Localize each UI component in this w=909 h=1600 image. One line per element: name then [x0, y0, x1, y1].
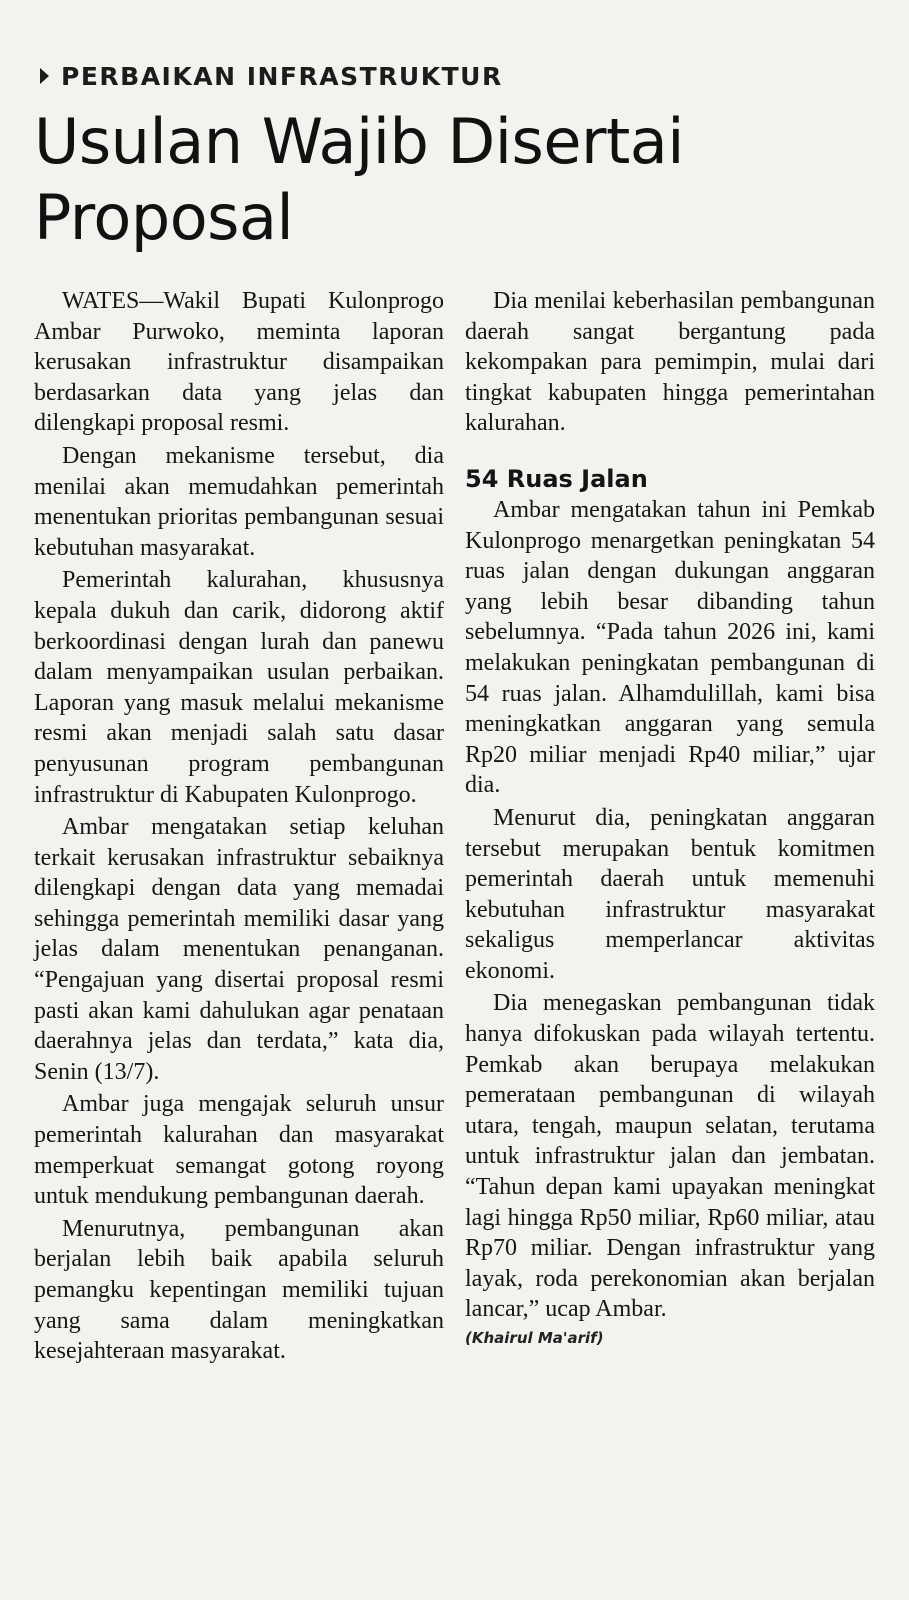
headline: Usulan Wajib Disertai Proposal: [34, 105, 684, 254]
paragraph: Ambar juga mengajak seluruh unsur pemerintah kalurahan dan masyarakat memperkuat semangat gotong royong untuk mendukung pembangunan daerah.: [34, 1091, 444, 1210]
paragraph: Dia menegaskan pembangunan tidak hanya difokuskan pada wilayah tertentu. Pemkab akan berupaya melakukan pemerataan pembangunan di wilayah utara, tengah, maupun selatan, terutama untuk infrastruktur jalan dan jembatan. “Tahun depan kami upayakan meningkat lagi hingga Rp50 miliar, Rp60 miliar, atau Rp70 miliar. Dengan infrastruktur yang layak, roda perekonomian akan berjalan lancar,” ucap Ambar.: [465, 990, 875, 1323]
paragraph: Ambar mengatakan tahun ini Pemkab Kulonprogo menargetkan peningkatan 54 ruas jalan dengan dukungan anggaran yang lebih besar dibanding tahun sebelumnya. “Pada tahun 2026 ini, kami melakukan peningkatan pembangunan di 54 ruas jalan. Alhamdulillah, kami bisa meningkatkan anggaran yang semula Rp20 miliar menjadi Rp40 miliar,” ujar dia.: [465, 496, 875, 799]
paragraph: Ambar mengatakan setiap keluhan terkait kerusakan infrastruktur sebaiknya dilengkapi dengan data yang memadai sehingga pemerintah memiliki dasar yang jelas dalam menentukan penanganan. “Pengajuan yang disertai proposal resmi pasti akan kami dahulukan agar penataan daerahnya jelas dan terdata,” kata dia, Senin (13/7).: [34, 814, 444, 1085]
triangle-bullet-icon: [40, 68, 49, 84]
paragraph: Dengan mekanisme tersebut, dia menilai akan memudahkan pemerintah menentukan prioritas pembangunan sesuai kebutuhan masyarakat.: [34, 442, 444, 561]
left-column: [34, 286, 444, 1369]
byline: (Khairul Ma'arif): [465, 1329, 604, 1347]
paragraph: Menurutnya, pembangunan akan berjalan lebih baik apabila seluruh pemangku kepentingan memiliki tujuan yang sama dalam meningkatkan kesejahteraan masyarakat.: [34, 1215, 444, 1365]
right-column: [465, 286, 875, 1369]
section-kicker: [34, 56, 879, 96]
subheading: 54 Ruas Jalan: [465, 464, 648, 493]
kicker-text: PERBAIKAN INFRASTRUKTUR: [61, 61, 503, 91]
paragraph: WATES—Wakil Bupati Kulonprogo Ambar Purwoko, meminta laporan kerusakan infrastruktur disampaikan berdasarkan data yang jelas dan dilengkapi proposal resmi.: [34, 288, 444, 437]
paragraph: Dia menilai keberhasilan pembangunan daerah sangat bergantung pada kekompakan para pemimpin, mulai dari tingkat kabupaten hingga pemerintahan kalurahan.: [465, 288, 875, 437]
article-columns: [34, 286, 879, 1369]
paragraph: Pemerintah kalurahan, khususnya kepala dukuh dan carik, didorong aktif berkoordinasi dengan lurah dan panewu dalam menyampaikan usulan perbaikan. Laporan yang masuk melalui mekanisme resmi akan menjadi salah satu dasar penyusunan program pembangunan infrastruktur di Kabupaten Kulonprogo.: [34, 567, 444, 808]
paragraph: Menurut dia, peningkatan anggaran tersebut merupakan bentuk komitmen pemerintah daerah untuk memenuhi kebutuhan infrastruktur masyarakat sekaligus memperlancar aktivitas ekonomi.: [465, 804, 875, 984]
